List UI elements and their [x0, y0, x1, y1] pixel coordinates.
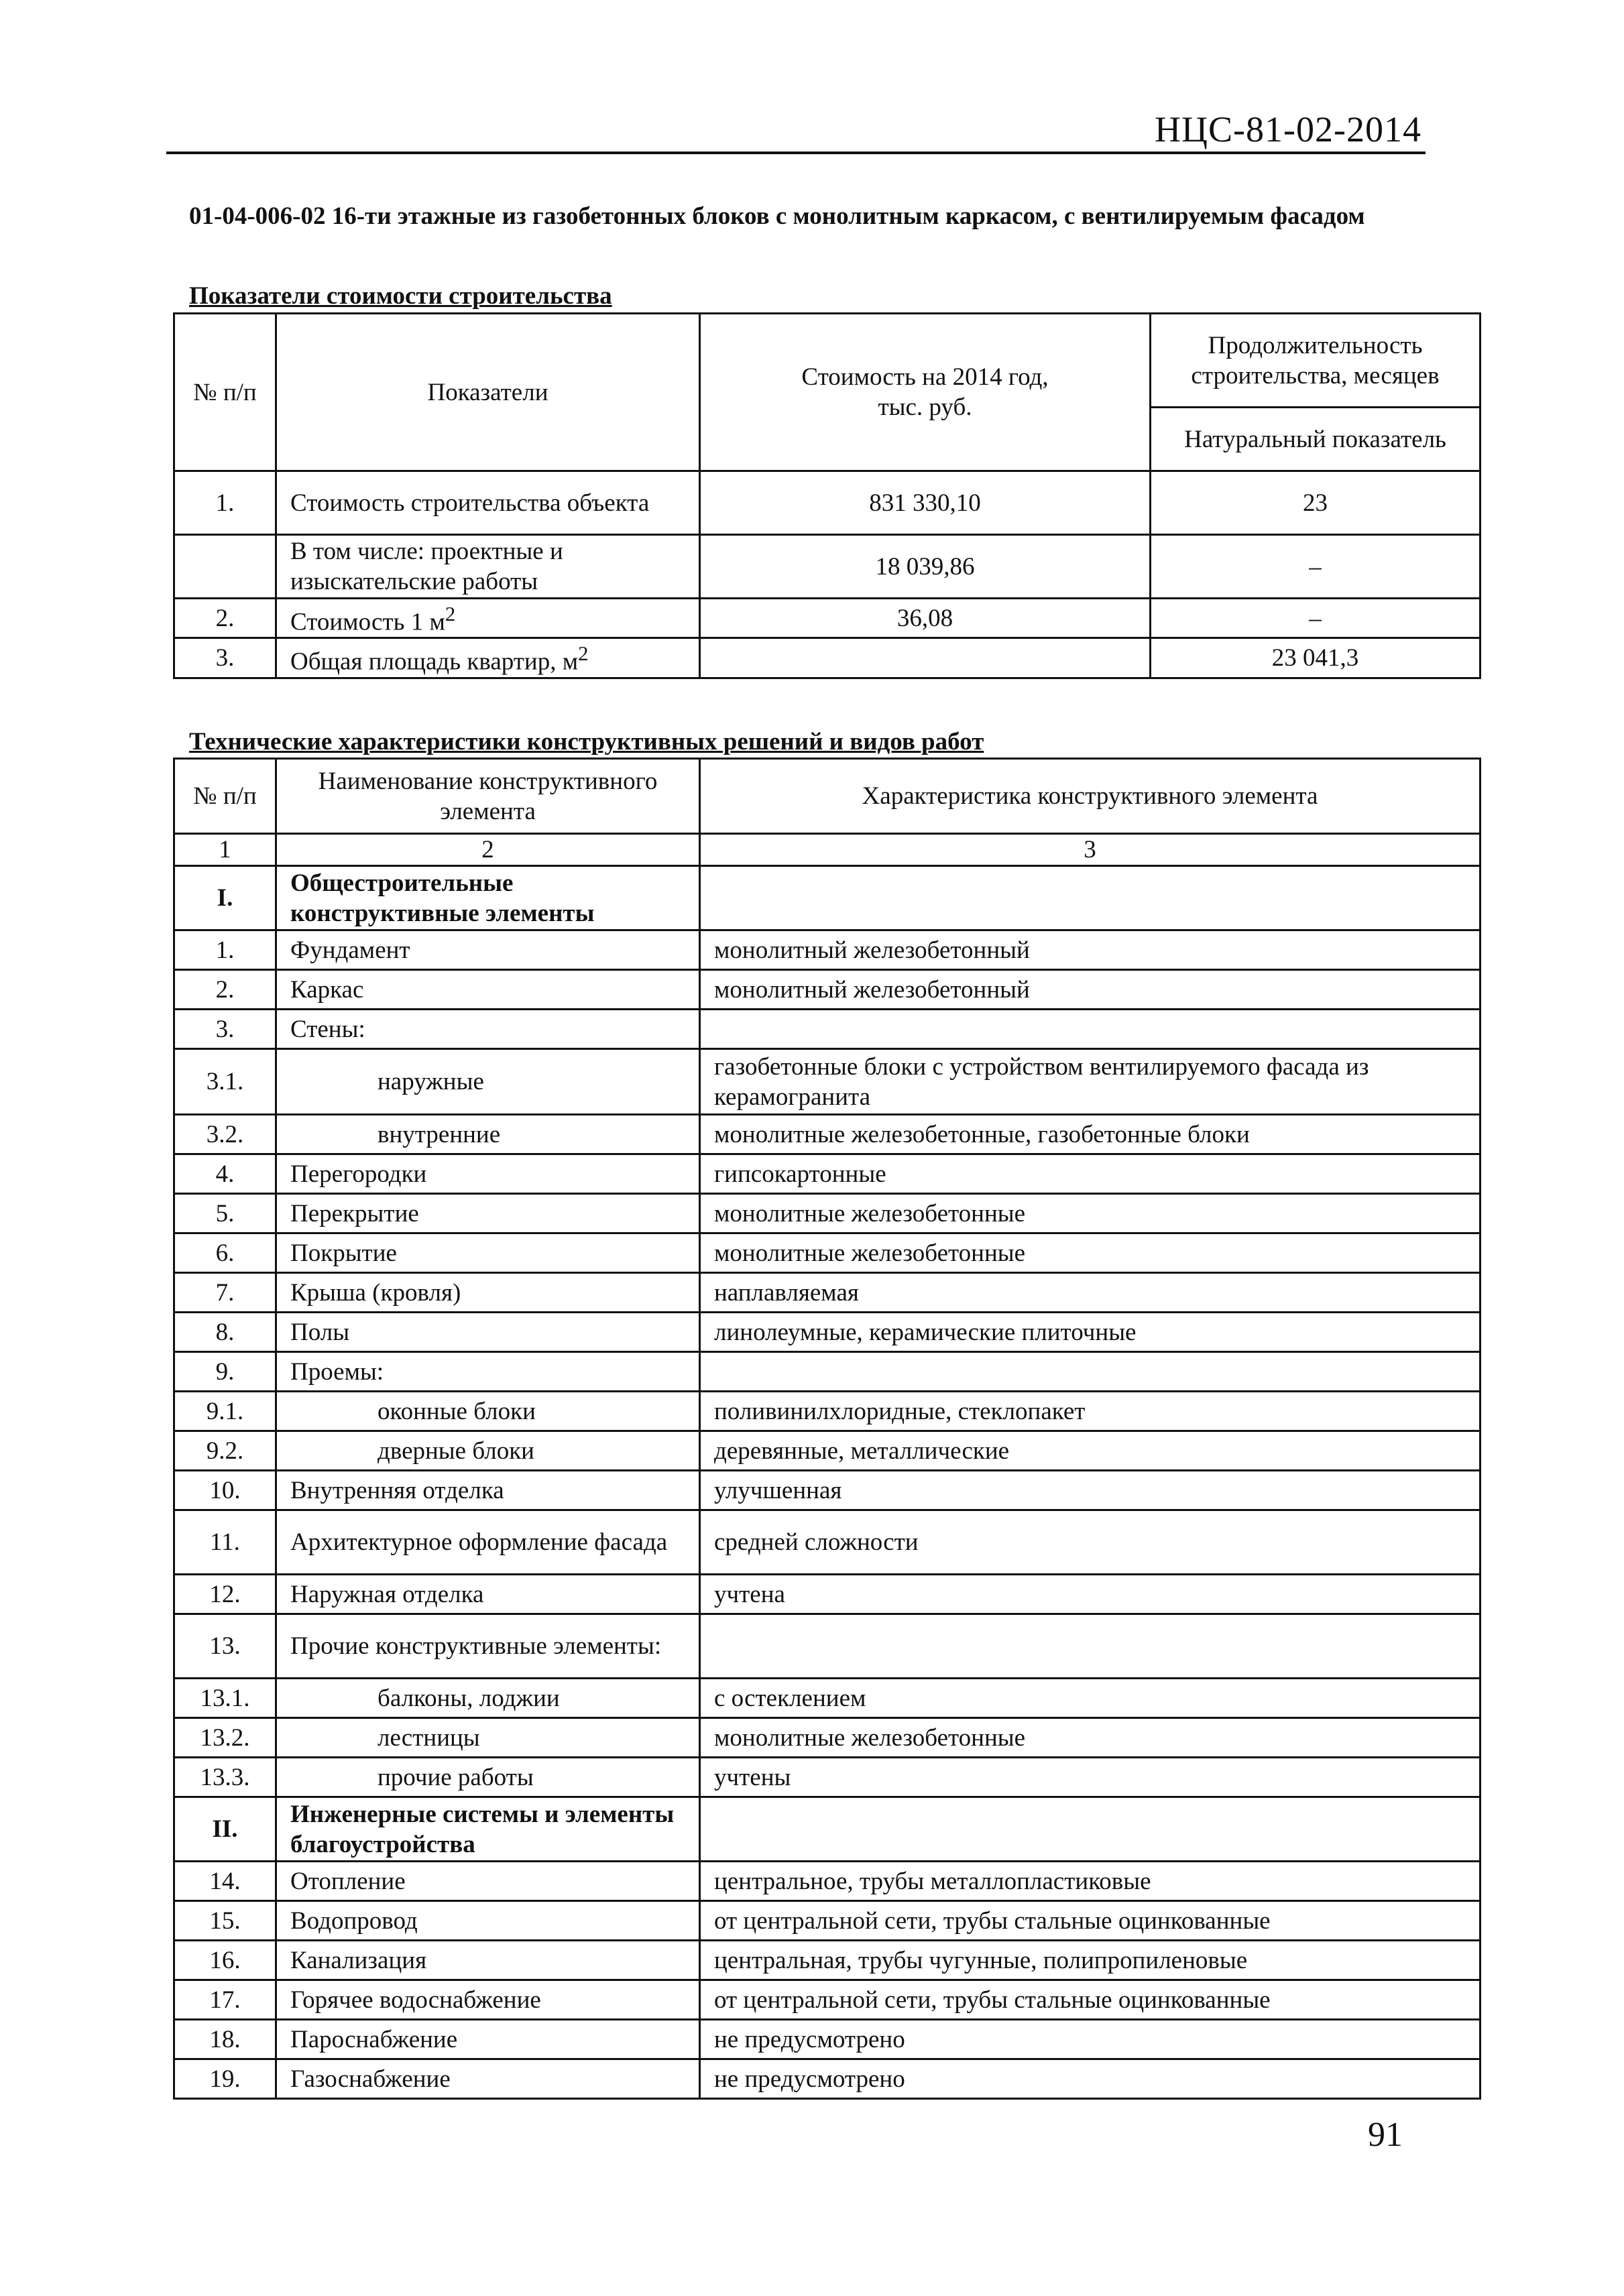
row-char: не предусмотрено	[700, 2059, 1481, 2099]
header-duration: Продолжительность строительства, месяцев	[1151, 314, 1481, 408]
row-cost: 36,08	[700, 599, 1151, 638]
row-name: Архитектурное оформление фасада	[276, 1510, 700, 1575]
row-num: 10.	[174, 1471, 276, 1510]
row-num: 17.	[174, 1980, 276, 2020]
row-name	[276, 599, 700, 638]
row-name: Крыша (кровля)	[276, 1273, 700, 1313]
row-name: наружные	[276, 1049, 700, 1115]
cost-table	[173, 312, 1481, 679]
row-num: 4.	[174, 1154, 276, 1194]
row-char: монолитные железобетонные	[700, 1233, 1481, 1273]
table-row	[174, 1431, 1481, 1471]
row-num: 1.	[174, 471, 276, 535]
row-name: Наружная отделка	[276, 1575, 700, 1614]
row-num: 16.	[174, 1941, 276, 1980]
row-name: Водопровод	[276, 1901, 700, 1941]
row-char: монолитные железобетонные	[700, 1194, 1481, 1233]
row-natural: 23 041,3	[1151, 638, 1481, 678]
row-name-superscript: 2	[445, 603, 456, 625]
row-num: 13.3.	[174, 1758, 276, 1797]
row-name: Горячее водоснабжение	[276, 1980, 700, 2020]
row-name: Стены:	[276, 1010, 700, 1049]
row-name: дверные блоки	[276, 1431, 700, 1471]
table-row	[174, 930, 1481, 970]
row-char	[700, 1010, 1481, 1049]
row-num: 3.1.	[174, 1049, 276, 1115]
table-row	[174, 1901, 1481, 1941]
row-num: 11.	[174, 1510, 276, 1575]
row-cost: 831 330,10	[700, 471, 1151, 535]
row-name: Фундамент	[276, 930, 700, 970]
row-num: 3.	[174, 638, 276, 678]
table-row	[174, 1352, 1481, 1392]
row-char: наплавляемая	[700, 1273, 1481, 1313]
table-row	[174, 638, 1481, 678]
table-row	[174, 1718, 1481, 1758]
row-name: Общестроительные конструктивные элементы	[276, 866, 700, 930]
row-name: оконные блоки	[276, 1392, 700, 1431]
table-row	[174, 2020, 1481, 2059]
row-name: Канализация	[276, 1941, 700, 1980]
row-char: центральная, трубы чугунные, полипропиленовые	[700, 1941, 1481, 1980]
table-row	[174, 1862, 1481, 1901]
row-num: II.	[174, 1797, 276, 1862]
row-num: 3.	[174, 1010, 276, 1049]
row-char: деревянные, металлические	[700, 1431, 1481, 1471]
row-name: В том числе: проектные и изыскательские работы	[276, 535, 700, 599]
col-number: 1	[174, 834, 276, 866]
row-char	[700, 1614, 1481, 1679]
col-number: 3	[700, 834, 1481, 866]
header-num: № п/п	[174, 314, 276, 471]
row-num: 19.	[174, 2059, 276, 2099]
row-num: 14.	[174, 1862, 276, 1901]
row-char: линолеумные, керамические плиточные	[700, 1313, 1481, 1352]
row-char: монолитные железобетонные	[700, 1718, 1481, 1758]
table-row	[174, 1614, 1481, 1679]
row-name: балконы, лоджии	[276, 1679, 700, 1718]
row-name-text: Общая площадь квартир, м	[290, 648, 579, 676]
table-row	[174, 970, 1481, 1010]
row-num: 9.	[174, 1352, 276, 1392]
row-char: центральное, трубы металлопластиковые	[700, 1862, 1481, 1901]
header-indicators: Показатели	[276, 314, 700, 471]
row-char: учтена	[700, 1575, 1481, 1614]
header-divider	[166, 152, 1426, 154]
row-char: монолитный железобетонный	[700, 970, 1481, 1010]
row-char	[700, 1352, 1481, 1392]
row-num: 12.	[174, 1575, 276, 1614]
table-row	[174, 866, 1481, 930]
row-char: монолитный железобетонный	[700, 930, 1481, 970]
row-num: 3.2.	[174, 1115, 276, 1154]
row-name: Каркас	[276, 970, 700, 1010]
table-row	[174, 1758, 1481, 1797]
row-name: Отопление	[276, 1862, 700, 1901]
row-name: Прочие конструктивные элементы:	[276, 1614, 700, 1679]
row-char	[700, 866, 1481, 930]
tech-table	[173, 758, 1481, 2100]
row-char: газобетонные блоки с устройством вентилируемого фасада из керамогранита	[700, 1049, 1481, 1115]
table-row	[174, 1194, 1481, 1233]
row-natural: –	[1151, 599, 1481, 638]
row-num: 9.1.	[174, 1392, 276, 1431]
row-natural: 23	[1151, 471, 1481, 535]
row-char	[700, 1797, 1481, 1862]
row-num: 13.1.	[174, 1679, 276, 1718]
row-name: Проемы:	[276, 1352, 700, 1392]
row-char: от центральной сети, трубы стальные оцинкованные	[700, 1901, 1481, 1941]
row-num: I.	[174, 866, 276, 930]
row-name: внутренние	[276, 1115, 700, 1154]
table-row	[174, 1980, 1481, 2020]
table-row	[174, 1679, 1481, 1718]
document-code: НЦС-81-02-2014	[1155, 109, 1422, 149]
row-cost	[700, 638, 1151, 678]
row-char: не предусмотрено	[700, 2020, 1481, 2059]
table-row	[174, 2059, 1481, 2099]
row-name-text: Стоимость 1 м	[290, 608, 445, 636]
header-cost: Стоимость на 2014 год, тыс. руб.	[700, 314, 1151, 471]
row-char: поливинилхлоридные, стеклопакет	[700, 1392, 1481, 1431]
row-num: 1.	[174, 930, 276, 970]
row-num: 18.	[174, 2020, 276, 2059]
header-num: № п/п	[174, 759, 276, 834]
row-char: учтены	[700, 1758, 1481, 1797]
row-name: Перекрытие	[276, 1194, 700, 1233]
header-name: Наименование конструктивного элемента	[276, 759, 700, 834]
row-cost: 18 039,86	[700, 535, 1151, 599]
table-row	[174, 1010, 1481, 1049]
row-name: Пароснабжение	[276, 2020, 700, 2059]
row-num: 15.	[174, 1901, 276, 1941]
row-name-superscript: 2	[578, 642, 589, 666]
col-number: 2	[276, 834, 700, 866]
page-number: 91	[1368, 2116, 1403, 2154]
row-name: Внутренняя отделка	[276, 1471, 700, 1510]
table-row	[174, 1115, 1481, 1154]
table-row	[174, 599, 1481, 638]
row-num	[174, 535, 276, 599]
row-name: Перегородки	[276, 1154, 700, 1194]
row-char: гипсокартонные	[700, 1154, 1481, 1194]
row-num: 2.	[174, 599, 276, 638]
table-row	[174, 1154, 1481, 1194]
row-num: 7.	[174, 1273, 276, 1313]
row-num: 5.	[174, 1194, 276, 1233]
row-num: 2.	[174, 970, 276, 1010]
cost-section-title: Показатели стоимости строительства	[189, 282, 612, 310]
row-char: с остеклением	[700, 1679, 1481, 1718]
row-char: от центральной сети, трубы стальные оцинкованные	[700, 1980, 1481, 2020]
row-char: монолитные железобетонные, газобетонные блоки	[700, 1115, 1481, 1154]
row-char: средней сложности	[700, 1510, 1481, 1575]
row-name: Полы	[276, 1313, 700, 1352]
row-num: 13.2.	[174, 1718, 276, 1758]
row-name: лестницы	[276, 1718, 700, 1758]
table-row	[174, 1233, 1481, 1273]
table-row	[174, 1049, 1481, 1115]
row-num: 13.	[174, 1614, 276, 1679]
row-num: 9.2.	[174, 1431, 276, 1471]
table-row	[174, 1797, 1481, 1862]
document-title: 01-04-006-02 16-ти этажные из газобетонных блоков с монолитным каркасом, с вентилируемым фасадом	[189, 202, 1365, 230]
table-row	[174, 1313, 1481, 1352]
row-num: 6.	[174, 1233, 276, 1273]
tech-section-title: Технические характеристики конструктивных решений и видов работ	[189, 728, 984, 756]
table-row	[174, 1575, 1481, 1614]
row-num: 8.	[174, 1313, 276, 1352]
table-row	[174, 471, 1481, 535]
row-natural: –	[1151, 535, 1481, 599]
row-name: Покрытие	[276, 1233, 700, 1273]
row-name: Инженерные системы и элементы благоустройства	[276, 1797, 700, 1862]
table-row	[174, 1941, 1481, 1980]
table-row	[174, 1273, 1481, 1313]
table-row	[174, 535, 1481, 599]
table-row	[174, 1392, 1481, 1431]
table-row	[174, 1471, 1481, 1510]
header-natural: Натуральный показатель	[1151, 408, 1481, 471]
row-name	[276, 638, 700, 678]
row-name: Стоимость строительства объекта	[276, 471, 700, 535]
table-row	[174, 1510, 1481, 1575]
row-name: Газоснабжение	[276, 2059, 700, 2099]
header-char: Характеристика конструктивного элемента	[700, 759, 1481, 834]
row-name: прочие работы	[276, 1758, 700, 1797]
row-char: улучшенная	[700, 1471, 1481, 1510]
